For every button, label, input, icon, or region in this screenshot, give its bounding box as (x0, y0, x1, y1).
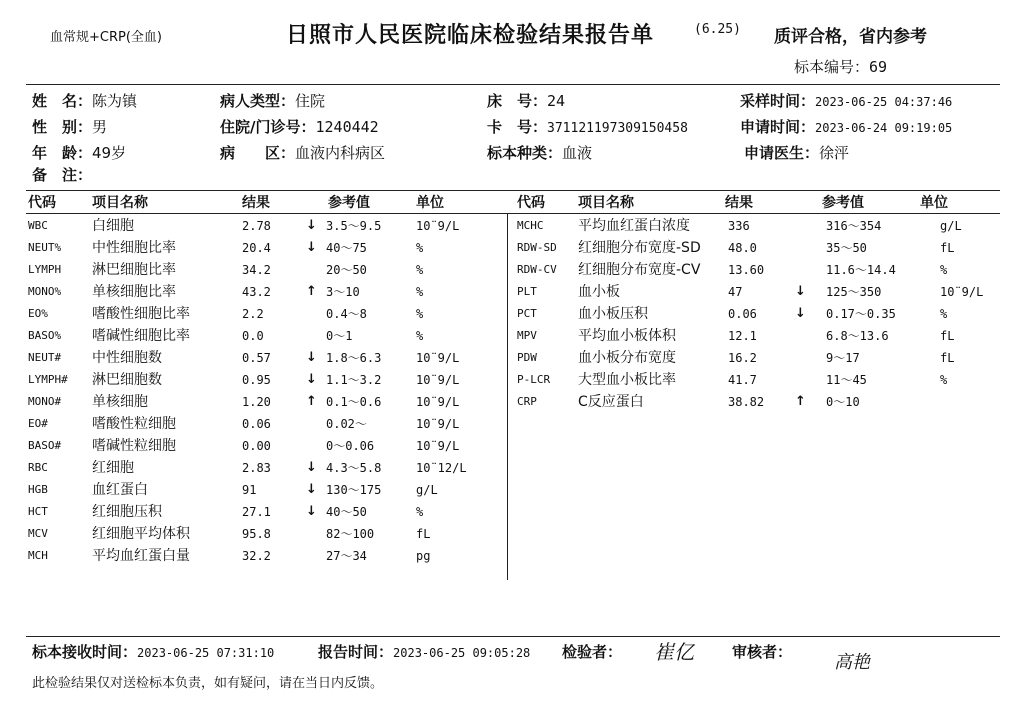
patient-name: 陈为镇 (92, 92, 138, 110)
item-name: 大型血小板比率 (578, 372, 676, 388)
item-reference: 0～0.06 (326, 439, 375, 453)
item-unit: % (416, 307, 424, 321)
item-unit: fL (940, 329, 955, 343)
item-result: 47 (728, 285, 743, 299)
item-flag: ↑ (306, 284, 317, 299)
table-row (0, 370, 1018, 390)
item-result: 0.0 (242, 329, 264, 343)
item-flag: ↓ (306, 350, 317, 365)
item-name: 白细胞 (92, 218, 134, 234)
item-result: 336 (728, 219, 750, 233)
item-reference: 9～17 (826, 351, 860, 365)
report-title-suffix: (6.25) (694, 22, 741, 37)
item-reference: 1.8～6.3 (326, 351, 382, 365)
report-title: 日照市人民医院临床检验结果报告单 (286, 23, 655, 48)
item-reference: 0～1 (326, 329, 353, 343)
item-result: 12.1 (728, 329, 757, 343)
item-flag: ↓ (306, 218, 317, 233)
item-code: PLT (517, 285, 537, 298)
item-reference: 40～50 (326, 505, 367, 519)
item-unit: % (416, 505, 424, 519)
item-unit: 10¨9/L (416, 395, 460, 409)
tester-label: 检验者： (562, 643, 623, 661)
item-unit: fL (416, 527, 431, 541)
item-reference: 4.3～5.8 (326, 461, 382, 475)
item-code: RDW-SD (517, 241, 557, 254)
specimen-label: 标本种类： (487, 144, 563, 162)
item-name: 红细胞分布宽度-CV (578, 262, 701, 278)
item-name: 嗜碱性粒细胞 (92, 438, 176, 454)
bed-no: 24 (547, 92, 566, 110)
note-label: 备 注： (32, 166, 93, 184)
item-result: 95.8 (242, 527, 271, 541)
item-result: 0.00 (242, 439, 271, 453)
sample-time-label: 采样时间： (740, 92, 816, 110)
item-name: 红细胞分布宽度-SD (578, 240, 701, 256)
sample-number-label: 标本编号： (794, 58, 870, 76)
col-unit: 单位 (416, 195, 444, 211)
table-row (0, 458, 1018, 478)
item-code: RBC (28, 461, 48, 474)
item-name: 平均血小板体积 (578, 328, 676, 344)
item-reference: 11.6～14.4 (826, 263, 896, 277)
quality-note: 质评合格，省内参考 (774, 27, 927, 47)
item-code: HGB (28, 483, 48, 496)
apply-time: 2023-06-24 09:19:05 (815, 121, 953, 135)
item-unit: 10¨9/L (416, 417, 460, 431)
item-reference: 35～50 (826, 241, 867, 255)
item-flag: ↑ (306, 394, 317, 409)
col-ref: 参考值 (328, 195, 370, 211)
tester-signature: 崔亿 (654, 640, 694, 664)
sample-time: 2023-06-25 04:37:46 (815, 95, 953, 109)
item-code: MONO# (28, 395, 62, 408)
item-name: 平均血红蛋白浓度 (578, 218, 690, 234)
item-name: 红细胞平均体积 (92, 526, 190, 542)
item-flag: ↓ (306, 372, 317, 387)
test-type: 血常规+CRP(全血) (50, 30, 162, 45)
item-name: 血小板 (578, 284, 620, 300)
item-result: 2.78 (242, 219, 271, 233)
item-result: 2.2 (242, 307, 264, 321)
item-flag: ↓ (306, 504, 317, 519)
name-label: 姓 名： (32, 92, 93, 110)
col-result: 结果 (242, 195, 270, 211)
item-result: 48.0 (728, 241, 757, 255)
inpatient-no-label: 住院/门诊号： (220, 118, 316, 136)
patient-gender: 男 (92, 118, 108, 136)
item-reference: 0.4～8 (326, 307, 367, 321)
item-unit: g/L (940, 219, 962, 233)
item-name: 单核细胞比率 (92, 284, 176, 300)
item-unit: 10¨9/L (416, 351, 460, 365)
table-row (0, 436, 1018, 456)
item-name: 嗜碱性细胞比率 (92, 328, 190, 344)
item-name: 淋巴细胞数 (92, 372, 162, 388)
ward: 血液内科病区 (295, 144, 386, 162)
item-reference: 3.5～9.5 (326, 219, 382, 233)
item-code: PDW (517, 351, 537, 364)
item-flag: ↓ (795, 284, 806, 299)
table-row (0, 216, 1018, 236)
item-unit: % (940, 307, 948, 321)
item-code: P-LCR (517, 373, 551, 386)
item-flag: ↓ (306, 240, 317, 255)
bed-label: 床 号： (487, 92, 548, 110)
item-code: PCT (517, 307, 537, 320)
item-result: 1.20 (242, 395, 271, 409)
item-result: 20.4 (242, 241, 271, 255)
table-row (0, 546, 1018, 566)
item-result: 41.7 (728, 373, 757, 387)
item-result: 0.06 (242, 417, 271, 431)
item-flag: ↑ (795, 394, 806, 409)
disclaimer: 此检验结果仅对送检标本负责，如有疑问，请在当日内反馈。 (32, 676, 384, 691)
table-row (0, 502, 1018, 522)
doctor-label: 申请医生： (744, 144, 820, 162)
table-row (0, 524, 1018, 544)
item-reference: 3～10 (326, 285, 360, 299)
sample-number-value: 69 (869, 58, 888, 76)
receive-time: 2023-06-25 07:31:10 (137, 646, 275, 660)
table-row (0, 282, 1018, 302)
item-result: 32.2 (242, 549, 271, 563)
item-unit: 10¨9/L (940, 285, 984, 299)
age-label: 年 龄： (32, 144, 93, 162)
card-label: 卡 号： (487, 118, 548, 136)
item-code: MONO% (28, 285, 62, 298)
item-result: 0.95 (242, 373, 271, 387)
item-name: 平均血红蛋白量 (92, 548, 190, 564)
item-code: LYMPH (28, 263, 62, 276)
item-reference: 20～50 (326, 263, 367, 277)
card-no: 371121197309150458 (547, 121, 688, 136)
item-result: 16.2 (728, 351, 757, 365)
item-reference: 40～75 (326, 241, 367, 255)
inpatient-no: 1240442 (315, 118, 379, 136)
item-code: WBC (28, 219, 48, 232)
item-code: RDW-CV (517, 263, 557, 276)
item-reference: 0～10 (826, 395, 860, 409)
table-row (0, 480, 1018, 500)
col-name: 项目名称 (578, 195, 634, 211)
item-reference: 0.02～ (326, 417, 367, 431)
reviewer-signature: 高艳 (834, 652, 870, 673)
col-unit: 单位 (920, 195, 948, 211)
sample-number (794, 56, 887, 77)
item-unit: % (416, 263, 424, 277)
item-unit: pg (416, 549, 431, 563)
table-row (0, 348, 1018, 368)
item-name: 红细胞 (92, 460, 134, 476)
item-flag: ↓ (795, 306, 806, 321)
item-unit: % (416, 285, 424, 299)
patient-type: 住院 (295, 92, 326, 110)
item-name: 淋巴细胞比率 (92, 262, 176, 278)
specimen-type: 血液 (562, 144, 593, 162)
item-reference: 125～350 (826, 285, 882, 299)
col-code: 代码 (28, 195, 56, 211)
item-unit: fL (940, 351, 955, 365)
item-name: 红细胞压积 (92, 504, 162, 520)
receive-time-label: 标本接收时间： (32, 643, 138, 661)
item-result: 27.1 (242, 505, 271, 519)
ward-label: 病 区： (220, 144, 296, 162)
item-unit: % (416, 241, 424, 255)
item-unit: 10¨9/L (416, 439, 460, 453)
item-result: 34.2 (242, 263, 271, 277)
item-unit: 10¨12/L (416, 461, 467, 475)
item-reference: 316～354 (826, 219, 882, 233)
patient-age: 49岁 (92, 144, 127, 162)
item-flag: ↓ (306, 460, 317, 475)
item-result: 13.60 (728, 263, 765, 277)
item-result: 0.06 (728, 307, 757, 321)
item-code: MCH (28, 549, 48, 562)
item-code: EO# (28, 417, 48, 430)
item-reference: 27～34 (326, 549, 367, 563)
item-unit: 10¨9/L (416, 219, 460, 233)
item-result: 38.82 (728, 395, 765, 409)
item-reference: 1.1～3.2 (326, 373, 382, 387)
item-code: MCHC (517, 219, 544, 232)
item-code: MPV (517, 329, 537, 342)
col-code: 代码 (517, 195, 545, 211)
item-flag: ↓ (306, 482, 317, 497)
report-time-label: 报告时间： (318, 643, 394, 661)
table-row (0, 238, 1018, 258)
item-unit: g/L (416, 483, 438, 497)
apply-time-label: 申请时间： (740, 118, 816, 136)
table-row (0, 414, 1018, 434)
item-result: 0.57 (242, 351, 271, 365)
item-code: NEUT# (28, 351, 62, 364)
item-name: 中性细胞比率 (92, 240, 176, 256)
item-code: CRP (517, 395, 537, 408)
item-code: MCV (28, 527, 48, 540)
patient-type-label: 病人类型： (220, 92, 296, 110)
table-row (0, 392, 1018, 412)
gender-label: 性 别： (32, 118, 93, 136)
item-reference: 0.1～0.6 (326, 395, 382, 409)
item-name: C反应蛋白 (578, 394, 644, 410)
item-result: 2.83 (242, 461, 271, 475)
item-name: 中性细胞数 (92, 350, 162, 366)
item-name: 血小板分布宽度 (578, 350, 676, 366)
item-result: 43.2 (242, 285, 271, 299)
reviewer-label: 审核者： (732, 643, 793, 661)
item-reference: 82～100 (326, 527, 375, 541)
item-name: 单核细胞 (92, 394, 148, 410)
item-name: 嗜酸性粒细胞 (92, 416, 176, 432)
item-unit: % (416, 329, 424, 343)
item-result: 91 (242, 483, 257, 497)
table-row (0, 304, 1018, 324)
col-name: 项目名称 (92, 195, 148, 211)
item-unit: % (940, 373, 948, 387)
report-time: 2023-06-25 09:05:28 (393, 646, 531, 660)
col-result: 结果 (725, 195, 753, 211)
table-row (0, 326, 1018, 346)
item-name: 血红蛋白 (92, 482, 148, 498)
item-code: NEUT% (28, 241, 62, 254)
doctor-name: 徐泙 (819, 144, 850, 162)
item-name: 血小板压积 (578, 306, 648, 322)
table-row (0, 260, 1018, 280)
item-code: HCT (28, 505, 48, 518)
item-name: 嗜酸性细胞比率 (92, 306, 190, 322)
item-reference: 6.8～13.6 (826, 329, 889, 343)
item-reference: 130～175 (326, 483, 382, 497)
item-unit: % (940, 263, 948, 277)
item-reference: 0.17～0.35 (826, 307, 896, 321)
item-code: BASO% (28, 329, 62, 342)
item-unit: 10¨9/L (416, 373, 460, 387)
item-unit: fL (940, 241, 955, 255)
item-code: BASO# (28, 439, 62, 452)
item-reference: 11～45 (826, 373, 867, 387)
col-ref: 参考值 (822, 195, 864, 211)
item-code: EO% (28, 307, 48, 320)
item-code: LYMPH# (28, 373, 68, 386)
